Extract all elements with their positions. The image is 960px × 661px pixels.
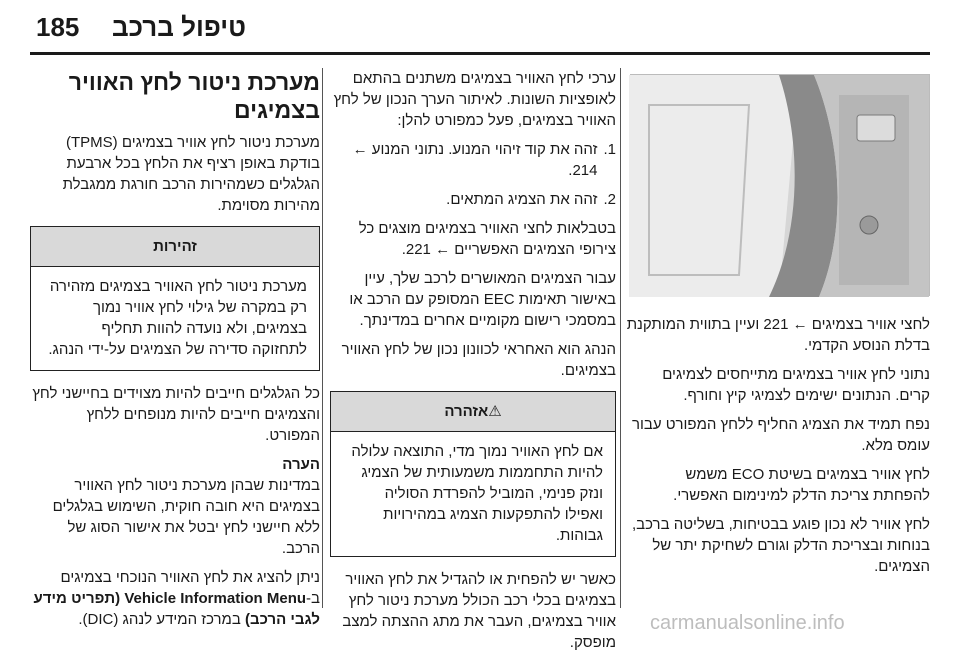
wrong-pressure-note: לחץ אוויר לא נכון פוגע בבטיחות, בשליטה ברכב, בנוחות ובצריכת הדלק וגורם לשחיקת יתר של הצמיגים. (631, 516, 930, 575)
right-column (625, 68, 930, 585)
note-text: במדינות שבהן מערכת ניטור לחץ האוויר בצמיגים היא חובה חוקית, השימוש בגלגלים ללא חיישני לחץ יבטל את אישור הסוג של הרכב. (52, 477, 320, 557)
step-text: זהה את קוד זיהוי המנוע. נתוני המנוע ← 214. (352, 141, 598, 179)
tire-pressure-reference: לחצי אוויר בצמיגים ← 221 ועיין בתווית המותקנת בדלת הנוסע הקדמי. (626, 316, 930, 354)
watermark: carmanualsonline.info (650, 612, 845, 634)
dic-text-start: ניתן להציג את לחץ האוויר הנוכחי בצמיגים ב- (60, 569, 320, 607)
door-label-photo (630, 74, 930, 296)
sensors-note: כל הגלגלים חייבים להיות מצוידים בחיישני לחץ והצמיגים חייבים להיות מנופחים ללחץ המפורט. (32, 385, 320, 444)
caution-title: זהירות (31, 227, 319, 267)
step-text: זהה את הצמיג המתאים. (446, 191, 598, 208)
column-divider (322, 68, 323, 608)
eec-note: עבור הצמיגים המאושרים לרכב שלך, עיין באישור תאימות EEC המסופק עם הרכב או במסמכי רישום מקומיים אחרים במדינתך. (349, 270, 616, 329)
pressure-intro: ערכי לחץ האוויר בצמיגים משתנים בהתאם לאופציות השונות. לאיתור הערך הנכון של לחץ האוויר בצמיגים, פעל כמפורט להלן: (333, 70, 616, 129)
header-rule (30, 52, 930, 55)
spare-wheel-note: נפח תמיד את הצמיג החליף ללחץ המפורט עבור עומס מלא. (631, 416, 930, 454)
dic-paragraph (30, 567, 320, 630)
column-divider (620, 68, 621, 608)
tpms-intro: מערכת ניטור לחץ אוויר בצמיגים (TPMS) בודקת באופן רציף את הלחץ בכל ארבעת הגלגלים כשמהירות הרכב חורגת ממגבלת מהירות מסוימת. (62, 134, 320, 214)
step-item (330, 139, 616, 181)
page-header (30, 10, 930, 54)
note-title: הערה (282, 456, 320, 473)
driver-responsibility: הנהג הוא האחראי לכוונון נכון של לחץ האוויר בצמיגים. (341, 341, 616, 379)
tables-note: בטבלאות לחצי האוויר בצמיגים מוצגים כל צירופי הצמיגים האפשריים ← 221. (358, 220, 616, 258)
ignition-note: כאשר יש להפחית או להגדיל את לחץ האוויר בצמיגים בכלי רכב הכולל מערכת ניטור לחץ אוויר בצמיגים, העבר את מתג ההצתה למצב מופסק. (342, 571, 616, 651)
vehicle-info-menu: Vehicle Information Menu (124, 590, 307, 607)
caution-text: מערכת ניטור לחץ האוויר בצמיגים מזהירה רק במקרה של גילוי לחץ אוויר נמוך בצמיגים, ולא נועדה להוות תחליף לתחזוקה סדירה של הצמיגים על-ידי הנהג. (48, 278, 307, 358)
vehicle-info-menu-hebrew: (תפריט מידע לגבי הרכב) (33, 590, 320, 628)
section-title: טיפול ברכב (112, 12, 246, 42)
warning-box (330, 391, 616, 557)
middle-column (330, 68, 616, 661)
step-item (330, 189, 616, 210)
warning-title: ⚠אזהרה (331, 392, 615, 432)
step-number: 2. (603, 191, 616, 208)
cold-tires-note: נתוני לחץ אוויר בצמיגים מתייחסים לצמיגים קרים. הנתונים ישימים לצמיגי קיץ וחורף. (662, 366, 930, 404)
step-number: 1. (603, 141, 616, 158)
tpms-title: מערכת ניטור לחץ האוויר בצמיגים (68, 69, 320, 123)
door-frame-illustration (629, 75, 929, 297)
caution-box (30, 226, 320, 371)
left-column (30, 68, 320, 638)
dic-text-end: במרכז המידע לנהג (DIC). (78, 611, 245, 628)
eco-pressure-note: לחץ אוויר בצמיגים בשיטת ECO משמש להפחתת צריכת הדלק למינימום האפשרי. (673, 466, 930, 504)
page-number: 185 (36, 12, 80, 42)
warning-text: אם לחץ האוויר נמוך מדי, התוצאה עלולה להיות התחממות משמעותית של הצמיג ונזק פנימי, המוביל להפרדת הסוליה ואפילו להתפקעות הצמיג במהירויות גבוהות. (351, 443, 603, 544)
